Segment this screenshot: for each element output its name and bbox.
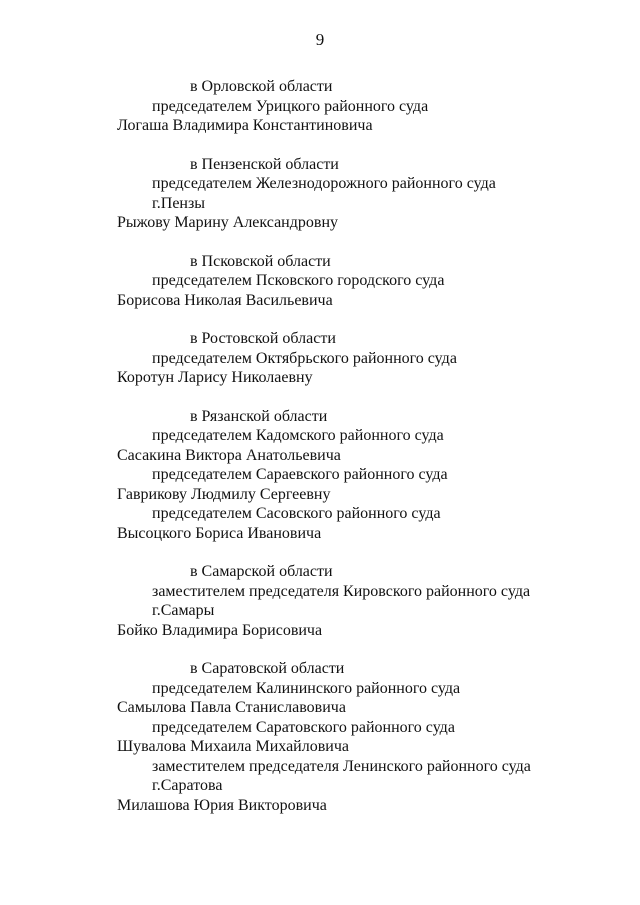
page-number: 9 — [315, 30, 325, 49]
region-heading: в Саратовской области — [190, 660, 345, 677]
person-name: Высоцкого Бориса Ивановича — [117, 524, 322, 542]
region-section — [0, 77, 640, 136]
position-line: заместителем председателя Ленинского районного суда — [152, 757, 531, 775]
region-section — [0, 407, 640, 544]
person-name: Бойко Владимира Борисовича — [117, 621, 323, 639]
region-heading: в Пензенской области — [190, 155, 339, 173]
region-heading: в Рязанской области — [190, 407, 328, 425]
position-line: заместителем председателя Кировского районного суда — [152, 582, 531, 600]
person-name: Рыжову Марину Александровну — [117, 214, 338, 231]
person-name: Милашова Юрия Викторовича — [117, 796, 327, 814]
region-section — [0, 155, 640, 233]
region-heading: в Ростовской области — [190, 330, 336, 347]
position-line: председателем Октябрьского районного суда — [152, 349, 457, 367]
person-name: Логаша Владимира Константиновича — [117, 117, 373, 134]
region-section — [0, 252, 640, 311]
region-section — [0, 562, 640, 640]
position-line: председателем Железнодорожного районного суда — [152, 175, 496, 192]
region-section — [0, 329, 640, 388]
position-line: г.Самары — [152, 602, 215, 619]
region-heading: в Самарской области — [190, 563, 333, 580]
position-line: председателем Калининского районного суда — [152, 679, 461, 697]
region-heading: в Орловской области — [190, 78, 333, 95]
position-line: председателем Саратовского районного суда — [152, 718, 455, 736]
position-line: г.Пензы — [152, 194, 206, 212]
person-name: Коротун Ларису Николаевну — [117, 369, 313, 386]
appointments-list — [0, 77, 640, 834]
person-name: Гаврикову Людмилу Сергеевну — [117, 485, 331, 503]
person-name: Сасакина Виктора Анатольевича — [117, 446, 341, 464]
position-line: председателем Сасовского районного суда — [152, 505, 441, 522]
person-name: Шувалова Михаила Михайловича — [117, 738, 349, 755]
person-name: Самылова Павла Станиславовича — [117, 699, 346, 716]
region-section — [0, 659, 640, 815]
position-line: г.Саратова — [152, 777, 223, 794]
position-line: председателем Кадомского районного суда — [152, 427, 444, 444]
region-heading: в Псковской области — [190, 252, 331, 270]
person-name: Борисова Николая Васильевича — [117, 291, 333, 309]
position-line: председателем Урицкого районного суда — [152, 97, 429, 115]
position-line: председателем Псковского городского суда — [152, 272, 445, 289]
position-line: председателем Сараевского районного суда — [152, 466, 448, 483]
